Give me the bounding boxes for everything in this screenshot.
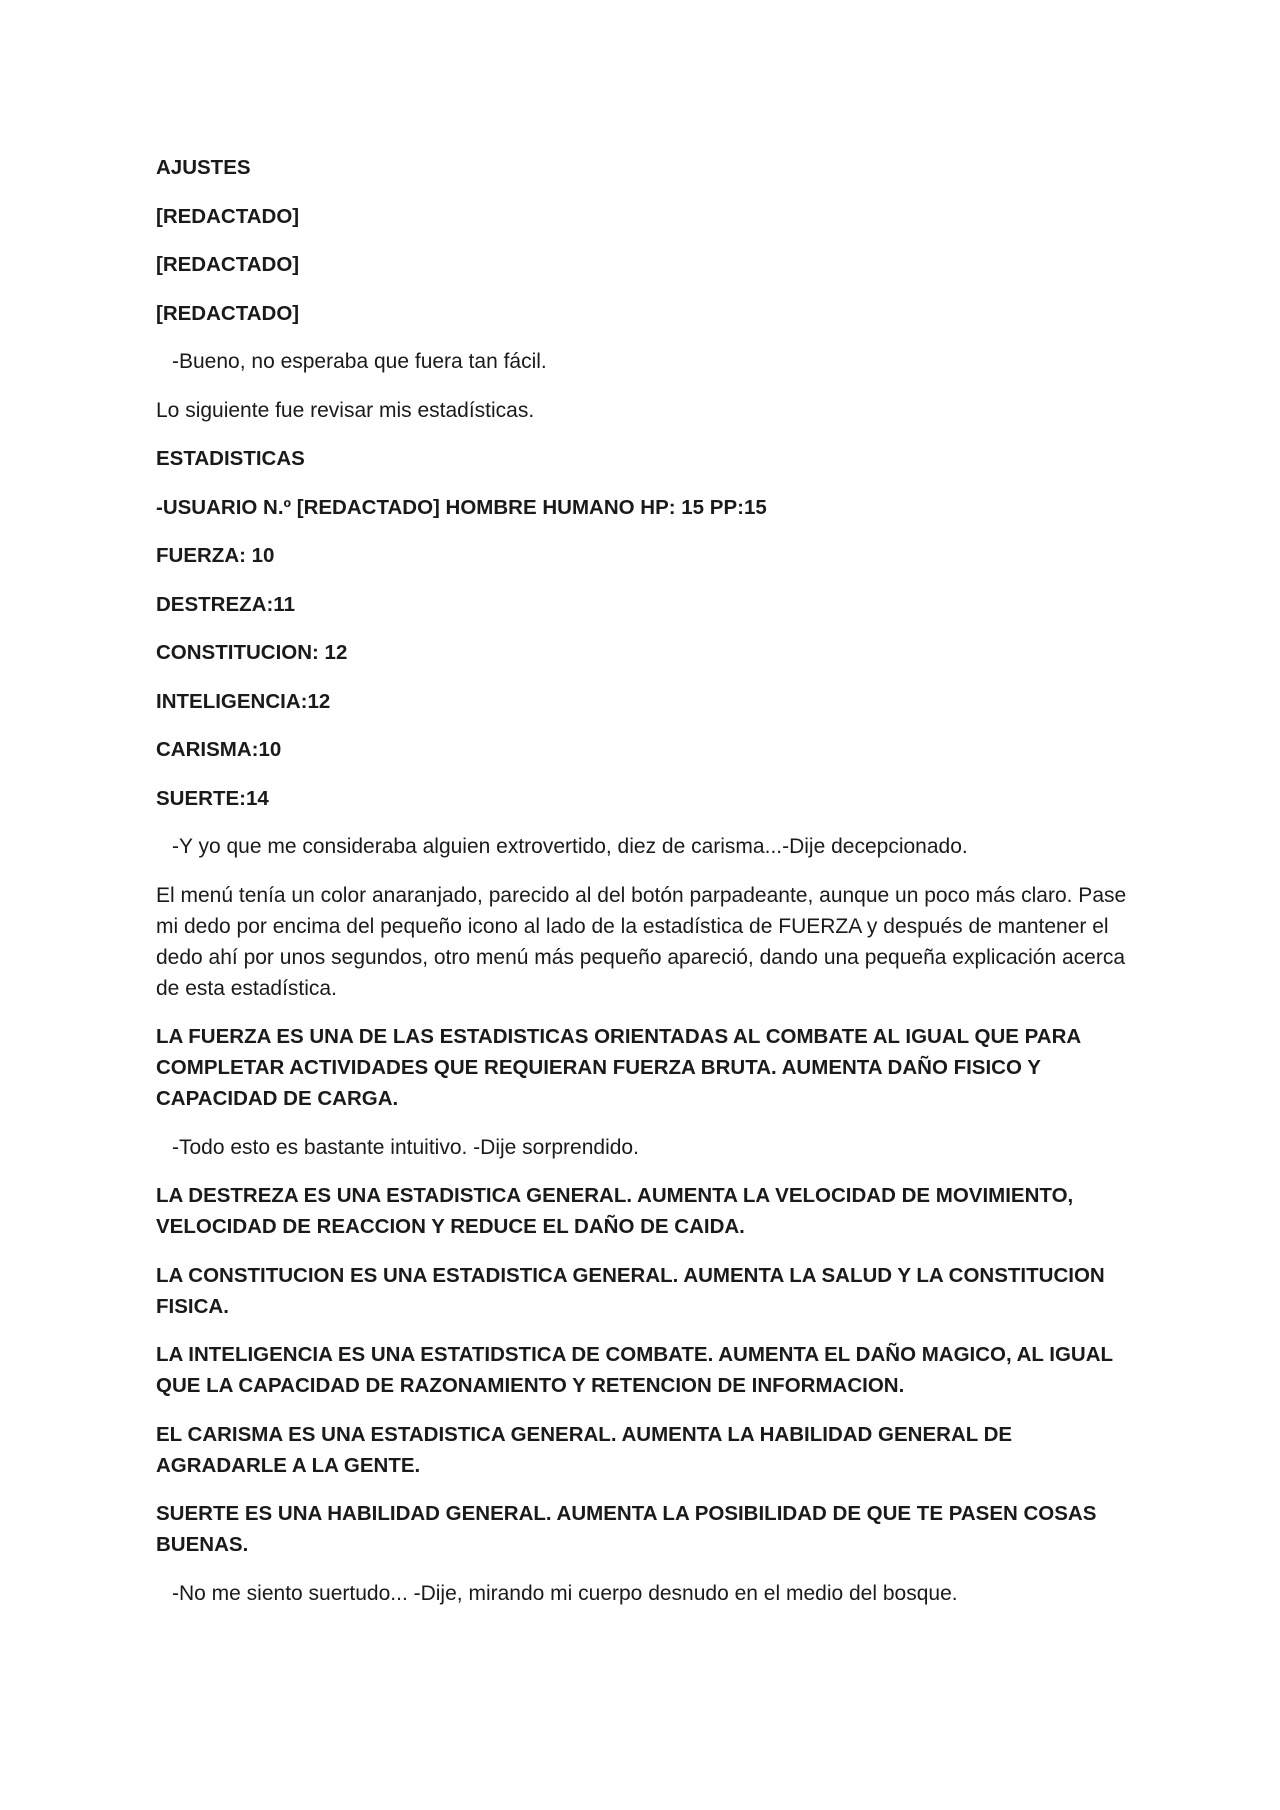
stat-suerte: SUERTE:14 (156, 786, 269, 810)
stat-constitucion: CONSTITUCION: 12 (156, 641, 348, 664)
stat-description-destreza: LA DESTREZA ES UNA ESTADISTICA GENERAL. AUMENTA LA VELOCIDAD DE MOVIMIENTO, VELOCIDAD DE REACCION Y REDUCE EL DAÑO DE CAIDA. (156, 1184, 1074, 1238)
stat-inteligencia: INTELIGENCIA:12 (156, 689, 331, 713)
heading-ajustes: AJUSTES (156, 156, 251, 179)
heading-estadisticas: ESTADISTICAS (156, 447, 305, 470)
narrative-paragraph: Lo siguiente fue revisar mis estadísticas. (156, 398, 535, 422)
stat-carisma: CARISMA:10 (156, 738, 282, 761)
narrative-paragraph: El menú tenía un color anaranjado, parecido al del botón parpadeante, aunque un poco más claro. Pase mi dedo por encima del pequeño icono al lado de la estadística de FUERZA y después de mantener el dedo ahí por unos segundos, otro menú más pequeño apareció, dando una pequeña explicación acerca de esta estadística. (156, 883, 1127, 1000)
document-page (156, 152, 1136, 1626)
dialogue-line: -Y yo que me consideraba alguien extrovertido, diez de carisma...-Dije decepcionado. (172, 835, 968, 858)
redacted-line-1: [REDACTADO] (156, 204, 300, 228)
stat-fuerza: FUERZA: 10 (156, 544, 275, 567)
stat-description-suerte: SUERTE ES UNA HABILIDAD GENERAL. AUMENTA LA POSIBILIDAD DE QUE TE PASEN COSAS BUENAS. (156, 1502, 1097, 1556)
user-stats-line: -USUARIO N.º [REDACTADO] HOMBRE HUMANO HP: 15 PP:15 (156, 495, 767, 519)
stat-description-constitucion: LA CONSTITUCION ES UNA ESTADISTICA GENERAL. AUMENTA LA SALUD Y LA CONSTITUCION FISICA. (156, 1263, 1105, 1318)
stat-description-carisma: EL CARISMA ES UNA ESTADISTICA GENERAL. AUMENTA LA HABILIDAD GENERAL DE AGRADARLE A LA GENTE. (156, 1422, 1013, 1477)
stat-description-inteligencia: LA INTELIGENCIA ES UNA ESTATIDSTICA DE COMBATE. AUMENTA EL DAÑO MAGICO, AL IGUAL QUE LA CAPACIDAD DE RAZONAMIENTO Y RETENCION DE INFORMACION. (156, 1343, 1113, 1397)
dialogue-line: -Bueno, no esperaba que fuera tan fácil. (172, 350, 547, 373)
dialogue-line: -No me siento suertudo... -Dije, mirando mi cuerpo desnudo en el medio del bosque. (172, 1581, 958, 1605)
stat-description-fuerza: LA FUERZA ES UNA DE LAS ESTADISTICAS ORIENTADAS AL COMBATE AL IGUAL QUE PARA COMPLETAR ACTIVIDADES QUE REQUIERAN FUERZA BRUTA. AUMENTA DAÑO FISICO Y CAPACIDAD DE CARGA. (156, 1025, 1081, 1110)
dialogue-line: -Todo esto es bastante intuitivo. -Dije sorprendido. (172, 1135, 639, 1159)
stat-destreza: DESTREZA:11 (156, 592, 295, 616)
redacted-line-2: [REDACTADO] (156, 253, 300, 276)
redacted-line-3: [REDACTADO] (156, 301, 300, 325)
